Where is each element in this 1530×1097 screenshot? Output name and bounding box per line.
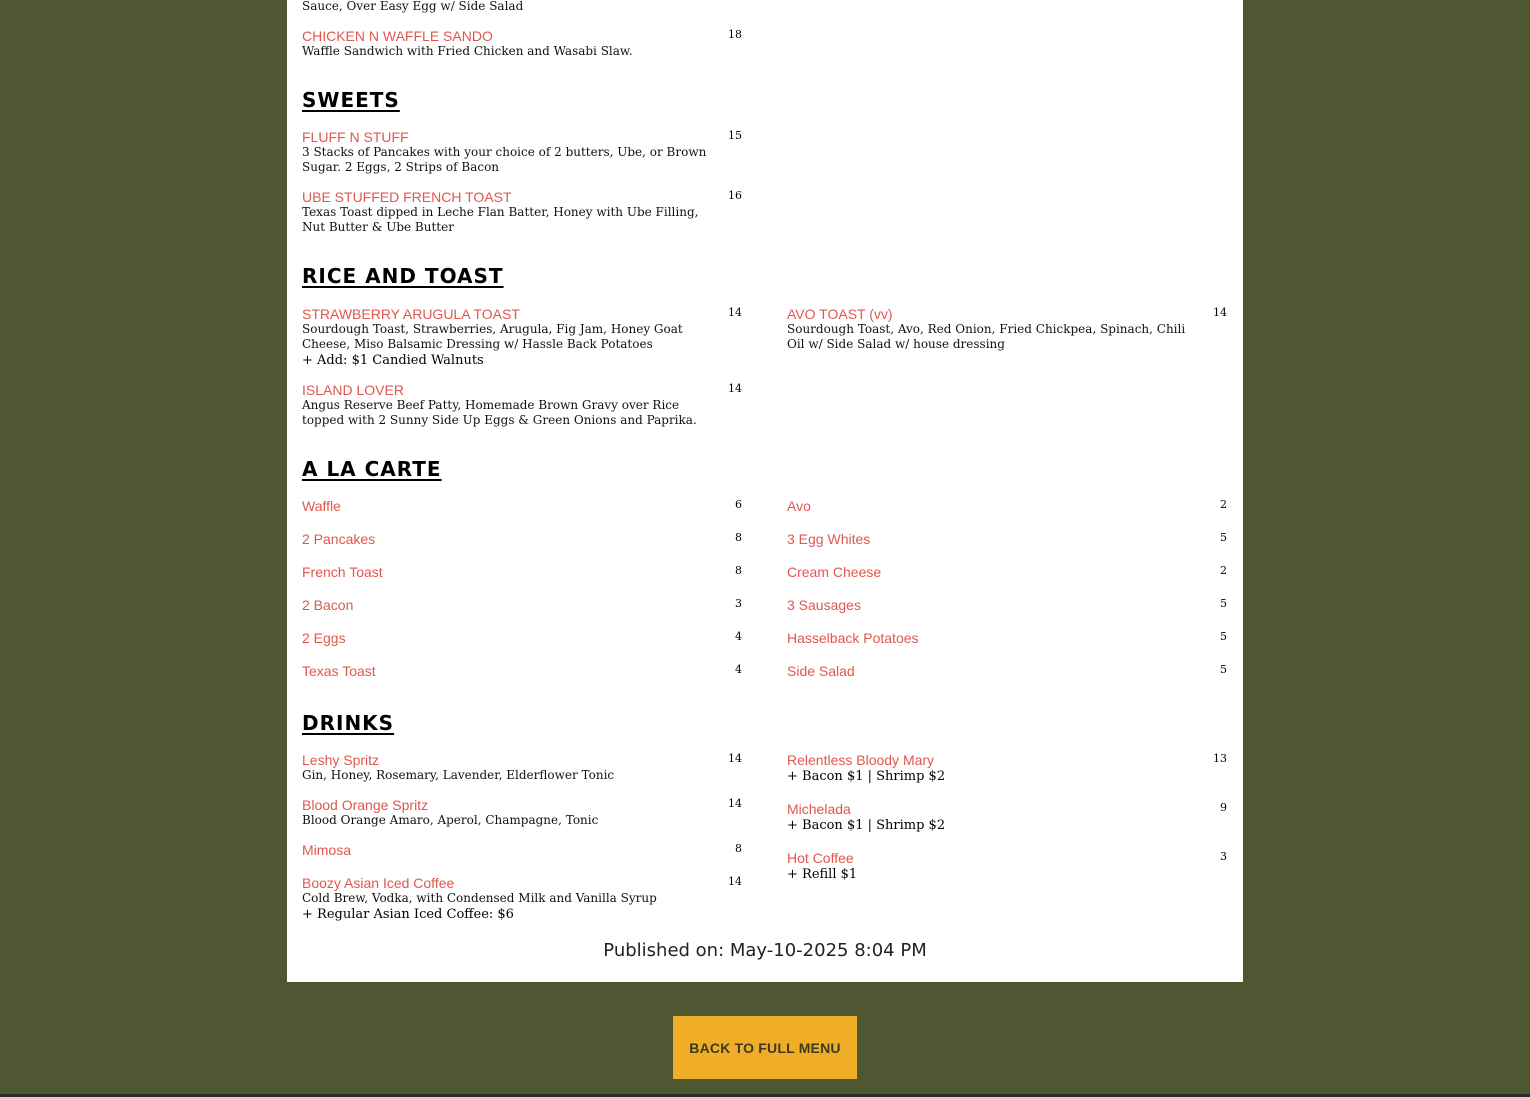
item-name: Boozy Asian Iced Coffee — [302, 875, 455, 891]
item-addon: + Add: $1 Candied Walnuts — [302, 353, 484, 368]
menu-item — [787, 531, 1227, 547]
item-name: Cream Cheese — [787, 564, 882, 580]
menu-item — [787, 663, 1227, 679]
item-description: Waffle Sandwich with Fried Chicken and Wasabi Slaw. — [302, 44, 633, 58]
item-price: 6 — [735, 498, 742, 511]
item-description: Sauce, Over Easy Egg w/ Side Salad — [302, 0, 524, 13]
menu-item — [302, 382, 742, 428]
item-addon: + Refill $1 — [787, 867, 858, 882]
menu-item — [787, 498, 1227, 514]
item-name: 2 Pancakes — [302, 531, 376, 547]
item-price: 18 — [728, 28, 742, 41]
item-description: Sourdough Toast, Avo, Red Onion, Fried Chickpea, Spinach, Chili Oil w/ Side Salad w/ house dressing — [787, 322, 1186, 351]
published-timestamp: Published on: May-10-2025 8:04 PM — [603, 940, 927, 961]
item-price: 14 — [728, 875, 742, 888]
item-description: Angus Reserve Beef Patty, Homemade Brown Gravy over Rice topped with 2 Sunny Side Up Eggs & Green Onions and Paprika. — [302, 398, 697, 427]
item-description: Texas Toast dipped in Leche Flan Batter, Honey with Ube Filling, Nut Butter & Ube Butter — [302, 205, 699, 234]
item-price: 16 — [728, 189, 742, 202]
item-price: 13 — [1213, 752, 1227, 765]
menu-item — [787, 752, 1227, 785]
menu-item — [787, 630, 1227, 646]
menu-item — [787, 306, 1227, 352]
item-name: Waffle — [302, 498, 341, 514]
menu-item — [302, 498, 742, 514]
item-price: 8 — [735, 842, 742, 855]
item-description: 3 Stacks of Pancakes with your choice of 2 butters, Ube, or Brown Sugar. 2 Eggs, 2 Strips of Bacon — [302, 145, 707, 174]
item-name: 2 Eggs — [302, 630, 346, 646]
menu-item — [787, 597, 1227, 613]
item-name: AVO TOAST (vv) — [787, 306, 893, 322]
item-name: 3 Egg Whites — [787, 531, 871, 547]
item-name: Mimosa — [302, 842, 352, 858]
item-name: UBE STUFFED FRENCH TOAST — [302, 189, 512, 205]
item-name: French Toast — [302, 564, 383, 580]
item-price: 3 — [1220, 850, 1227, 863]
item-addon: + Regular Asian Iced Coffee: $6 — [302, 907, 514, 922]
menu-item — [302, 306, 742, 369]
item-name: 3 Sausages — [787, 597, 861, 613]
menu-item — [302, 564, 742, 580]
back-to-full-menu-button[interactable]: BACK TO FULL MENU — [673, 1016, 857, 1079]
item-name: 2 Bacon — [302, 597, 354, 613]
item-price: 4 — [735, 630, 742, 643]
menu-item — [787, 801, 1227, 834]
item-price: 14 — [728, 752, 742, 765]
item-name: Michelada — [787, 801, 851, 817]
item-description: Blood Orange Amaro, Aperol, Champagne, Tonic — [302, 813, 599, 827]
menu-item — [302, 129, 742, 175]
item-name: Hot Coffee — [787, 850, 854, 866]
item-price: 8 — [735, 564, 742, 577]
item-name: Relentless Bloody Mary — [787, 752, 935, 768]
section-heading-sweets: SWEETS — [302, 88, 400, 112]
menu-item — [302, 875, 742, 923]
menu-panel — [287, 0, 1243, 982]
item-price: 8 — [735, 531, 742, 544]
item-price: 5 — [1220, 597, 1227, 610]
item-description: Gin, Honey, Rosemary, Lavender, Elderflower Tonic — [302, 768, 615, 782]
item-addon: + Bacon $1 | Shrimp $2 — [787, 818, 946, 833]
item-price: 15 — [728, 129, 742, 142]
menu-item — [302, 663, 742, 679]
item-name: Blood Orange Spritz — [302, 797, 429, 813]
item-name: Texas Toast — [302, 663, 376, 679]
item-price: 9 — [1220, 801, 1227, 814]
section-heading-drinks: DRINKS — [302, 711, 395, 735]
item-description: Cold Brew, Vodka, with Condensed Milk and Vanilla Syrup — [302, 891, 657, 905]
item-name: Leshy Spritz — [302, 752, 380, 768]
section-heading-a-la-carte: A LA CARTE — [302, 457, 442, 481]
menu-item — [302, 531, 742, 547]
item-price: 3 — [735, 597, 742, 610]
menu-item — [787, 564, 1227, 580]
item-price: 14 — [1213, 306, 1227, 319]
item-price: 5 — [1220, 531, 1227, 544]
menu-item — [302, 28, 742, 59]
item-name: ISLAND LOVER — [302, 382, 404, 398]
item-price: 14 — [728, 797, 742, 810]
item-price: 5 — [1220, 630, 1227, 643]
item-price: 14 — [728, 306, 742, 319]
item-addon: + Bacon $1 | Shrimp $2 — [787, 769, 946, 784]
item-description: Sourdough Toast, Strawberries, Arugula, Fig Jam, Honey Goat Cheese, Miso Balsamic Dressing w/ Hassle Back Potatoes — [302, 322, 683, 351]
menu-item — [302, 630, 742, 646]
menu-item — [302, 189, 742, 235]
section-heading-rice-and-toast: RICE AND TOAST — [302, 264, 504, 288]
item-price: 14 — [728, 382, 742, 395]
item-price: 2 — [1220, 564, 1227, 577]
menu-item — [787, 850, 1227, 883]
menu-item — [302, 597, 742, 613]
menu-item — [302, 752, 742, 783]
item-name: CHICKEN N WAFFLE SANDO — [302, 28, 493, 44]
item-name: Hasselback Potatoes — [787, 630, 919, 646]
menu-item — [302, 842, 742, 858]
item-name: Avo — [787, 498, 811, 514]
item-name: STRAWBERRY ARUGULA TOAST — [302, 306, 520, 322]
menu-item — [302, 797, 742, 828]
item-name: FLUFF N STUFF — [302, 129, 409, 145]
item-name: Side Salad — [787, 663, 855, 679]
item-price: 5 — [1220, 663, 1227, 676]
item-price: 4 — [735, 663, 742, 676]
item-price: 2 — [1220, 498, 1227, 511]
